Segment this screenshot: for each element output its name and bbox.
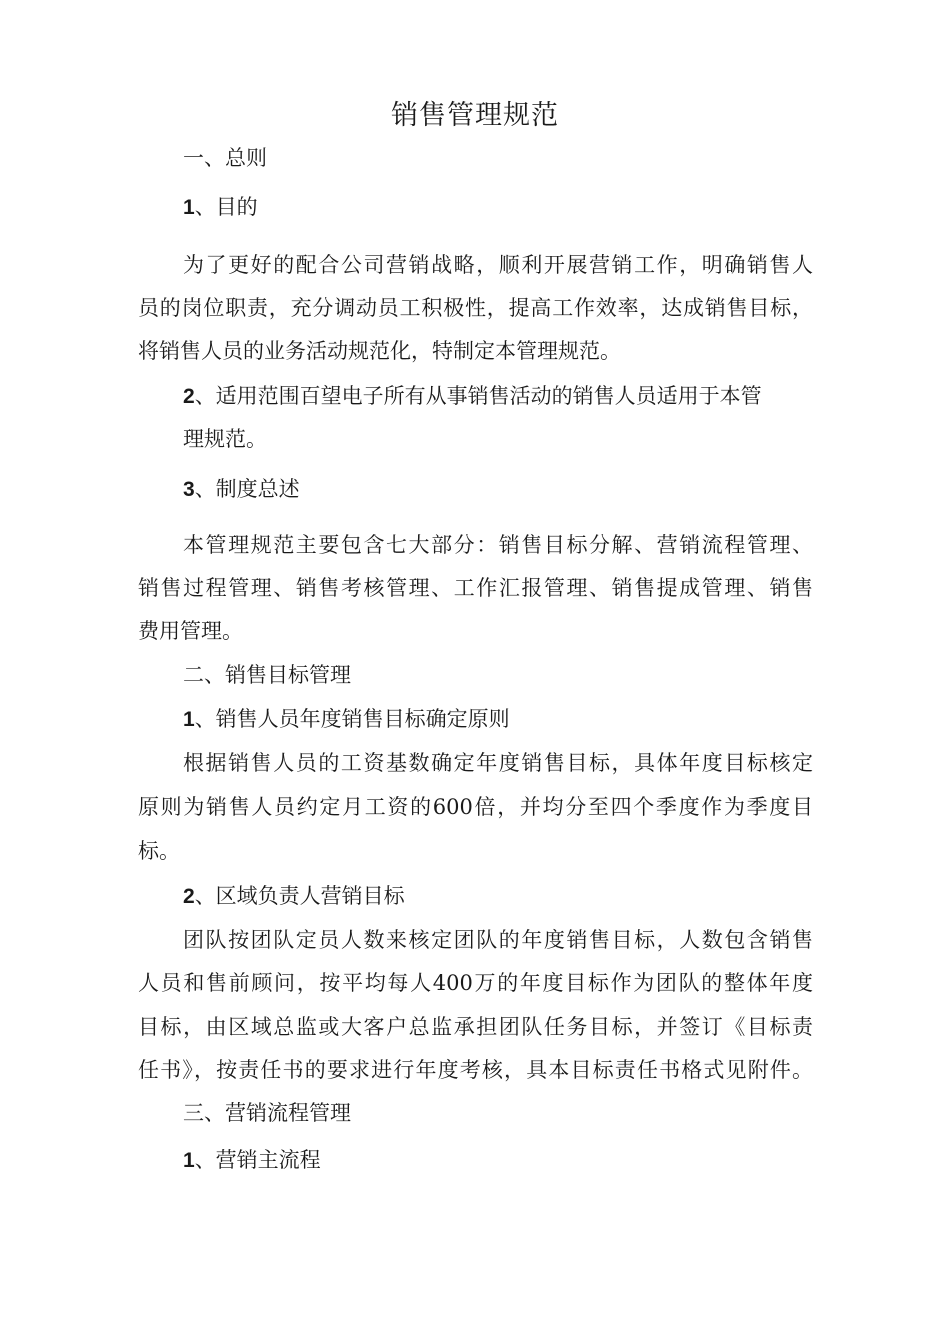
paragraph-line (183, 748, 813, 778)
paragraph-text: 本管理规范主要包含七大部分：销售目标分解、营销流程管理、 (183, 533, 813, 557)
section-heading-sales-target: 二、销售目标管理 (183, 663, 351, 687)
paragraph-line (138, 293, 813, 323)
paragraph-line (183, 530, 813, 560)
subsection-purpose (183, 192, 258, 223)
subsection-number: 1 (183, 1149, 195, 1172)
subsection-number: 1 (183, 196, 195, 219)
subsection-number: 2 (183, 885, 195, 908)
paragraph-text: 目标，由区域总监或大客户总监承担团队任务目标，并签订《目标责 (138, 1015, 813, 1039)
subsection-label: 、制度总述 (194, 477, 300, 501)
paragraph-line: 标。 (138, 839, 180, 863)
paragraph-line (138, 968, 813, 998)
paragraph-text: 为了更好的配合公司营销战略，顺利开展营销工作，明确销售人 (183, 253, 813, 277)
subsection-scope (183, 381, 762, 412)
subsection-number: 3 (183, 478, 195, 501)
paragraph-line: 费用管理。 (138, 619, 243, 643)
subsection-label: 、适用范围百望电子所有从事销售活动的销售人员适用于本管 (194, 384, 762, 408)
paragraph-line: 将销售人员的业务活动规范化，特制定本管理规范。 (138, 339, 621, 363)
subsection-number: 1 (183, 708, 195, 731)
subsection-annual-target (183, 704, 510, 735)
paragraph-text: 销售过程管理、销售考核管理、工作汇报管理、销售提成管理、销售 (138, 576, 813, 600)
section-heading-general: 一、总则 (183, 146, 267, 170)
paragraph-text: 员的岗位职责，充分调动员工积极性，提高工作效率，达成销售目标， (138, 296, 813, 320)
subsection-overview (183, 474, 300, 505)
paragraph-line (138, 573, 813, 603)
subsection-label: 、销售人员年度销售目标确定原则 (194, 707, 510, 731)
subsection-main-process (183, 1145, 321, 1176)
paragraph-text: 原则为销售人员约定月工资的600倍，并均分至四个季度作为季度目 (138, 795, 813, 819)
paragraph-text: 人员和售前顾问，按平均每人400万的年度目标作为团队的整体年度 (138, 971, 813, 995)
subsection-label: 、营销主流程 (194, 1148, 321, 1172)
section-heading-marketing-process: 三、营销流程管理 (183, 1101, 351, 1125)
paragraph-line (183, 250, 813, 280)
subsection-regional-target (183, 881, 405, 912)
paragraph-text: 根据销售人员的工资基数确定年度销售目标，具体年度目标核定 (183, 751, 813, 775)
paragraph-text: 团队按团队定员人数来核定团队的年度销售目标，人数包含销售 (183, 928, 813, 952)
paragraph-line (138, 1012, 813, 1042)
paragraph-line (138, 1055, 813, 1085)
subsection-label: 、目的 (194, 195, 258, 219)
paragraph-line (138, 792, 813, 822)
paragraph-text: 任书》，按责任书的要求进行年度考核，具本目标责任书格式见附件。 (138, 1058, 813, 1082)
paragraph-line: 理规范。 (183, 427, 267, 451)
subsection-label: 、区域负责人营销目标 (194, 884, 405, 908)
paragraph-line (183, 925, 813, 955)
document-title: 销售管理规范 (391, 100, 559, 131)
subsection-number: 2 (183, 385, 195, 408)
